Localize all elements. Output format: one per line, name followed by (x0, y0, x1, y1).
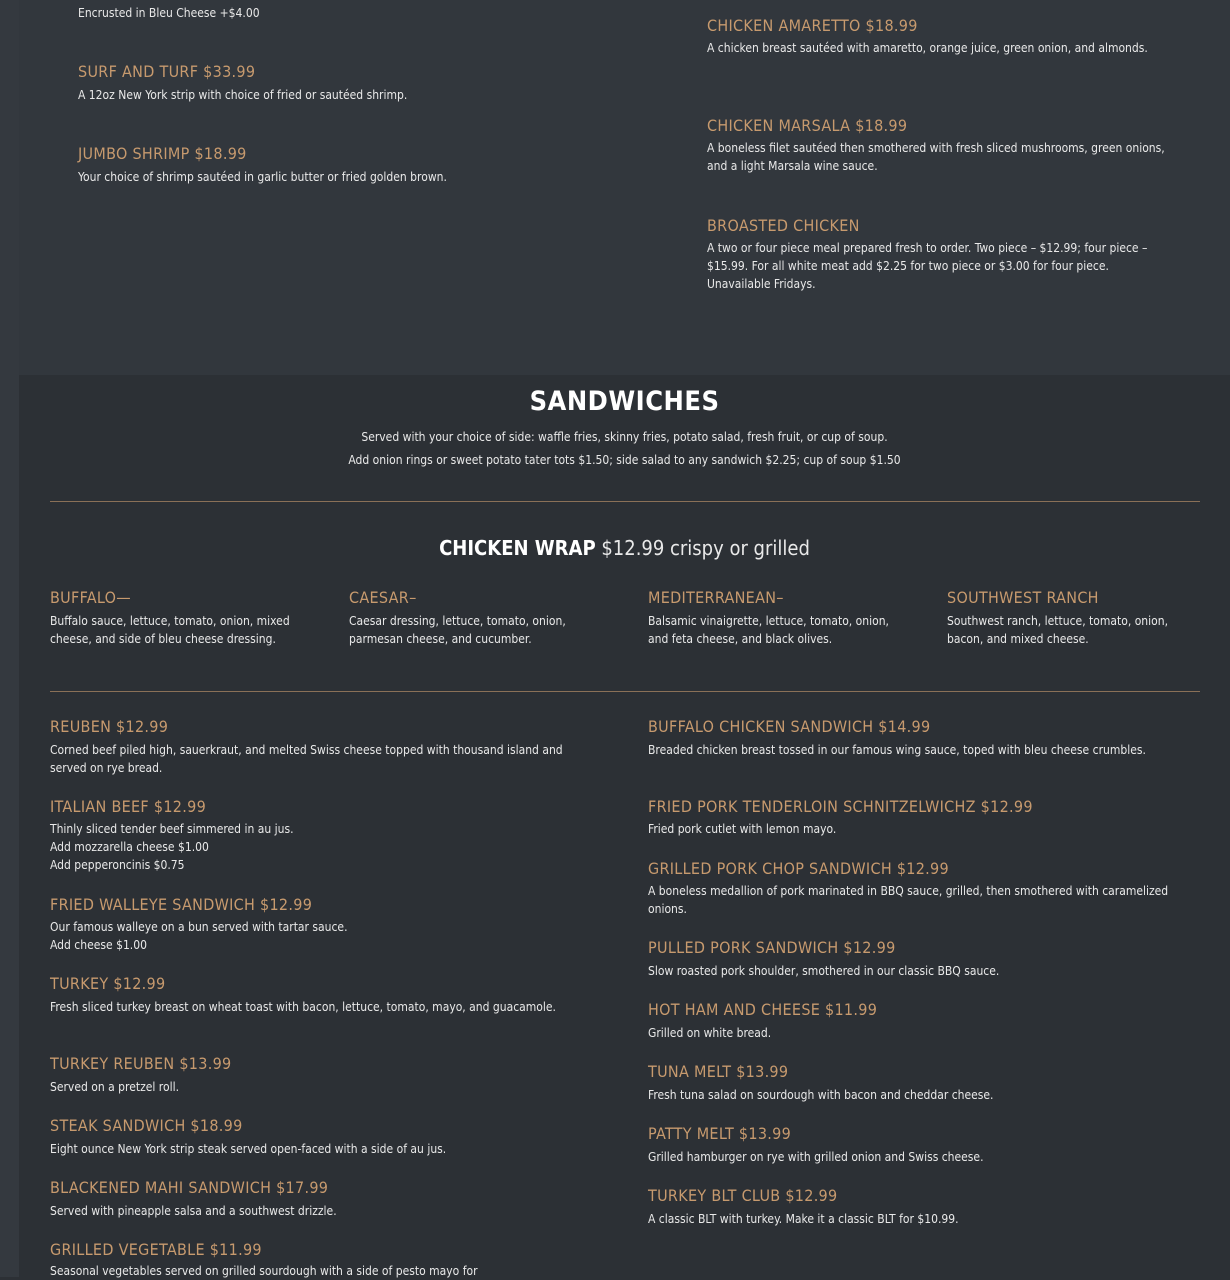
divider (50, 501, 1200, 502)
sandwich-desc: Fresh tuna salad on sourdough with bacon and cheddar cheese. (648, 1088, 994, 1102)
sandwich-title: REUBEN $12.99 (50, 717, 169, 736)
sandwich-title: GRILLED VEGETABLE $11.99 (50, 1240, 262, 1259)
left-edge-strip (0, 0, 19, 1277)
sandwich-desc: Grilled hamburger on rye with grilled onion and Swiss cheese. (648, 1150, 984, 1164)
sandwich-desc: Eight ounce New York strip steak served open-faced with a side of au jus. (50, 1142, 447, 1156)
wrap-option-desc: Buffalo sauce, lettuce, tomato, onion, mixed cheese, and side of bleu cheese dressing. (50, 614, 290, 646)
sandwich-title: GRILLED PORK CHOP SANDWICH $12.99 (648, 859, 949, 878)
wrap-option-desc: Balsamic vinaigrette, lettuce, tomato, onion, and feta cheese, and black olives. (648, 614, 889, 646)
sandwich-desc: Grilled on white bread. (648, 1026, 772, 1040)
chicken-wrap-price: $12.99 crispy or grilled (595, 536, 810, 560)
sandwich-desc: Served on a pretzel roll. (50, 1080, 180, 1094)
menu-item-desc: A 12oz New York strip with choice of fried or sautéed shrimp. (78, 88, 408, 102)
sandwich-title: PULLED PORK SANDWICH $12.99 (648, 938, 896, 957)
sandwich-desc: Seasonal vegetables served on grilled sourdough with a side of pesto mayo for (50, 1264, 478, 1278)
section-heading: SANDWICHES (529, 386, 720, 417)
sandwich-title: TURKEY BLT CLUB $12.99 (648, 1186, 838, 1205)
sandwich-title: TURKEY $12.99 (50, 974, 166, 993)
sandwich-desc: Thinly sliced tender beef simmered in au jus. Add mozzarella cheese $1.00 Add pepperoncinis $0.75 (50, 822, 294, 872)
sandwich-title: BLACKENED MAHI SANDWICH $17.99 (50, 1178, 329, 1197)
sandwich-title: TUNA MELT $13.99 (648, 1062, 789, 1081)
menu-item-desc: Your choice of shrimp sautéed in garlic butter or fried golden brown. (78, 170, 447, 184)
sandwich-desc: Served with pineapple salsa and a southwest drizzle. (50, 1204, 337, 1218)
sandwich-desc: Fresh sliced turkey breast on wheat toast with bacon, lettuce, tomato, mayo, and guacamole. (50, 1000, 556, 1014)
wrap-option-title: MEDITERRANEAN– (648, 588, 784, 607)
sandwich-desc: A boneless medallion of pork marinated in BBQ sauce, grilled, then smothered with caramelized onions. (648, 884, 1169, 916)
sandwich-title: BUFFALO CHICKEN SANDWICH $14.99 (648, 717, 931, 736)
wrap-option-desc: Caesar dressing, lettuce, tomato, onion, parmesan cheese, and cucumber. (349, 614, 566, 646)
menu-item-title: CHICKEN AMARETTO $18.99 (707, 16, 918, 35)
sandwich-desc: A classic BLT with turkey. Make it a classic BLT for $10.99. (648, 1212, 959, 1226)
menu-item-desc: A chicken breast sautéed with amaretto, orange juice, green onion, and almonds. (707, 41, 1148, 55)
wrap-option-desc: Southwest ranch, lettuce, tomato, onion, bacon, and mixed cheese. (947, 614, 1169, 646)
menu-item-title: JUMBO SHRIMP $18.99 (78, 144, 247, 163)
menu-item-desc: Encrusted in Bleu Cheese +$4.00 (78, 6, 260, 20)
sides-note: Served with your choice of side: waffle fries, skinny fries, potato salad, fresh fruit, or cup of soup. (361, 430, 888, 444)
sandwich-title: ITALIAN BEEF $12.99 (50, 797, 207, 816)
menu-item-desc: A boneless filet sautéed then smothered with fresh sliced mushrooms, green onions, and a light Marsala wine sauce. (707, 141, 1165, 173)
sandwich-desc: Fried pork cutlet with lemon mayo. (648, 822, 837, 836)
sandwich-desc: Our famous walleye on a bun served with tartar sauce. Add cheese $1.00 (50, 920, 348, 952)
sandwich-desc: Slow roasted pork shoulder, smothered in our classic BBQ sauce. (648, 964, 1000, 978)
add-ons-note: Add onion rings or sweet potato tater tots $1.50; side salad to any sandwich $2.25; cup of soup $1.50 (348, 453, 901, 467)
sandwich-title: FRIED PORK TENDERLOIN SCHNITZELWICHZ $12.99 (648, 797, 1033, 816)
wrap-option-title: BUFFALO— (50, 588, 131, 607)
divider (50, 691, 1200, 692)
menu-item-title: CHICKEN MARSALA $18.99 (707, 116, 908, 135)
wrap-option-title: SOUTHWEST RANCH (947, 588, 1099, 607)
sandwich-title: HOT HAM AND CHEESE $11.99 (648, 1000, 878, 1019)
sandwich-title: TURKEY REUBEN $13.99 (50, 1054, 232, 1073)
wrap-option-title: CAESAR– (349, 588, 417, 607)
menu-item-title: BROASTED CHICKEN (707, 216, 860, 235)
chicken-wrap-heading (19, 536, 1230, 560)
sandwich-desc: Corned beef piled high, sauerkraut, and melted Swiss cheese topped with thousand island and served on rye bread. (50, 743, 563, 775)
menu-item-title: SURF AND TURF $33.99 (78, 62, 256, 81)
menu-item-desc: A two or four piece meal prepared fresh to order. Two piece – $12.99; four piece – $15.99. For all white meat add $2.25 for two piece or $3.00 for four piece. Unavailable Fridays. (707, 241, 1148, 291)
sandwich-title: STEAK SANDWICH $18.99 (50, 1116, 243, 1135)
chicken-wrap-label: CHICKEN WRAP (439, 536, 596, 560)
sandwich-title: FRIED WALLEYE SANDWICH $12.99 (50, 895, 313, 914)
sandwich-title: PATTY MELT $13.99 (648, 1124, 792, 1143)
sandwich-desc: Breaded chicken breast tossed in our famous wing sauce, toped with bleu cheese crumbles. (648, 743, 1146, 757)
